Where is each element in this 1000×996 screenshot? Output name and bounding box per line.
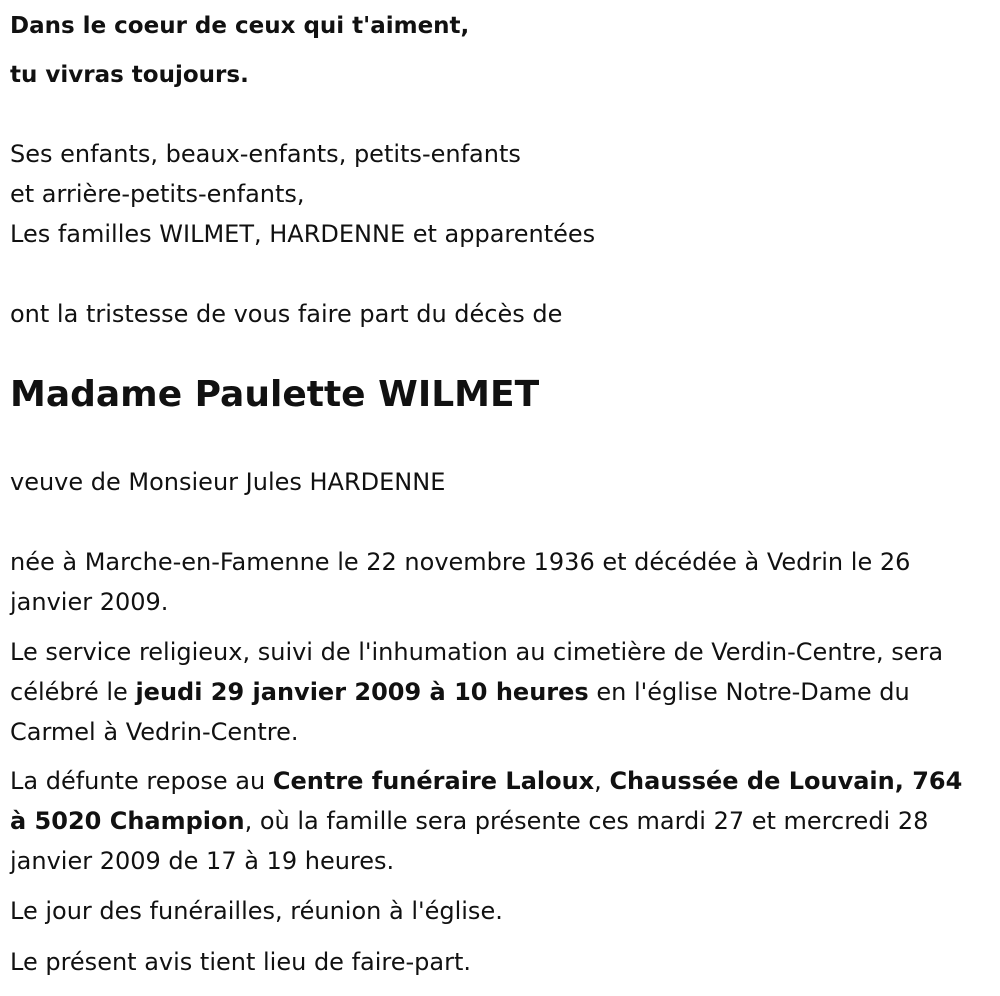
repose-text-before: La défunte repose au	[10, 767, 273, 795]
epigraph-line-2: tu vivras toujours.	[10, 62, 249, 88]
announcement-text: ont la tristesse de vous faire part du décès de	[10, 300, 563, 328]
deceased-name: Madame Paulette WILMET	[10, 374, 540, 415]
repose-text-after: , où la famille sera présente ces mardi 27 et mercredi 28 janvier 2009 de 17 à 19 heures.	[10, 807, 929, 875]
notice-text: Le présent avis tient lieu de faire-part.	[10, 948, 472, 976]
funeral-home-name: Centre funéraire Laloux	[272, 767, 595, 795]
repose-paragraph	[10, 761, 985, 881]
service-text-after: en l'église Notre-Dame du Carmel à Vedrin-Centre.	[10, 678, 910, 746]
service-text-before: Le service religieux, suivi de l'inhumation au cimetière de Verdin-Centre, sera célébré le	[10, 638, 944, 706]
widow-of-text: veuve de Monsieur Jules HARDENNE	[10, 468, 446, 496]
repose-comma: ,	[594, 767, 610, 795]
epigraph-line-1: Dans le coeur de ceux qui t'aiment,	[10, 13, 470, 39]
funeral-home-address: Chaussée de Louvain, 764 à 5020 Champion	[10, 767, 963, 835]
birth-death-text: née à Marche-en-Famenne le 22 novembre 1936 et décédée à Vedrin le 26 janvier 2009.	[10, 548, 911, 616]
family-line-1: Ses enfants, beaux-enfants, petits-enfants	[10, 140, 521, 168]
service-paragraph	[10, 632, 985, 752]
family-line-2: et arrière-petits-enfants,	[10, 180, 305, 208]
family-line-3: Les familles WILMET, HARDENNE et apparentées	[10, 220, 596, 248]
service-date-time: jeudi 29 janvier 2009 à 10 heures	[135, 678, 589, 706]
funeral-day-text: Le jour des funérailles, réunion à l'église.	[10, 897, 503, 925]
